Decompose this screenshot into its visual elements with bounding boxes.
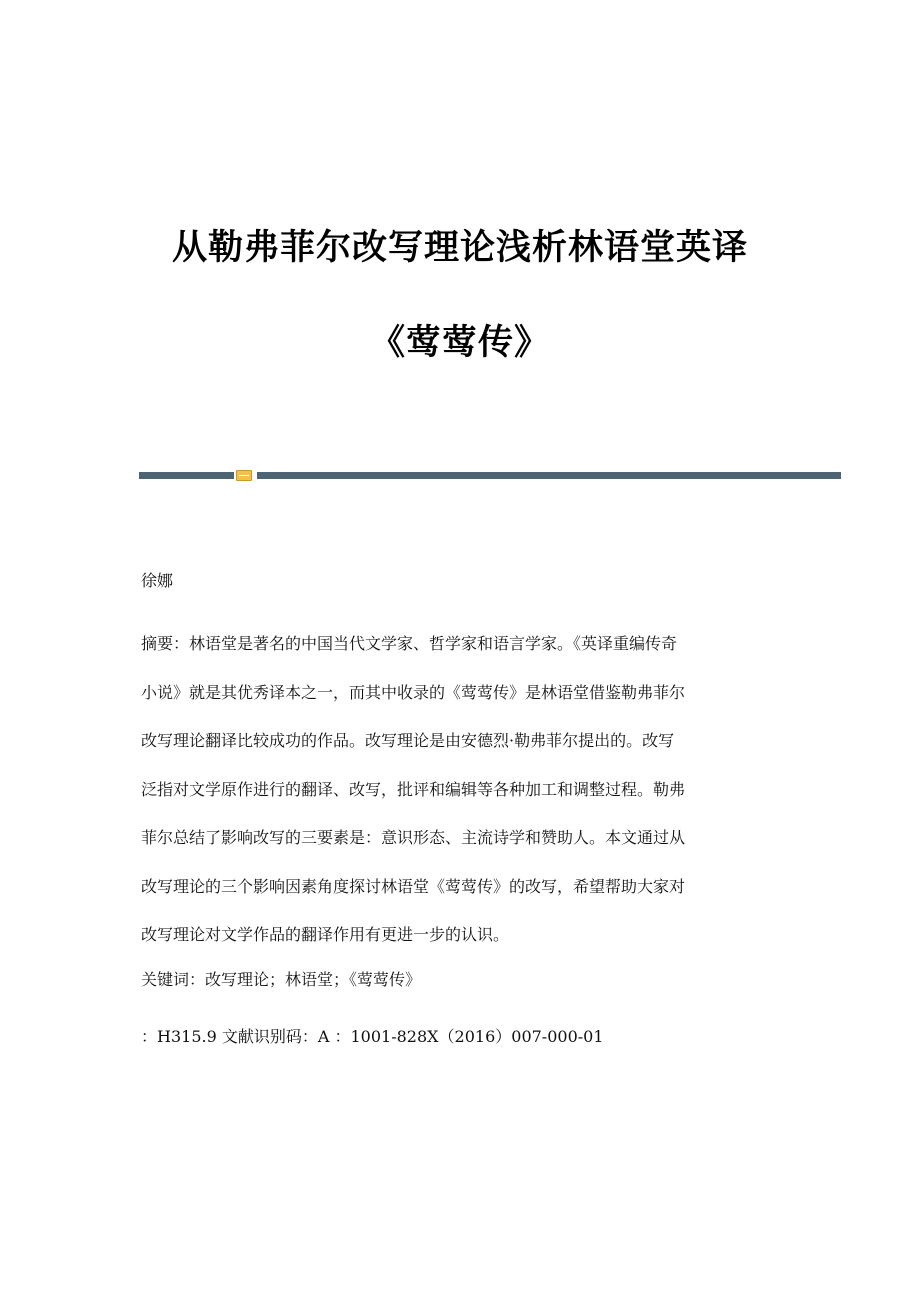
divider-ornament-icon (236, 470, 252, 481)
divider-bar-left (139, 472, 234, 479)
abstract-line: 改写理论对文学作品的翻译作用有更进一步的认识。 (141, 925, 510, 944)
divider-bar-right (257, 472, 841, 479)
title-line-2: 《莺莺传》 (369, 322, 550, 363)
abstract-line: 菲尔总结了影响改写的三要素是：意识形态、主流诗学和赞助人。本文通过从 (141, 828, 686, 847)
title-line-1: 从勒弗菲尔改写理论浅析林语堂英译 (171, 227, 748, 268)
abstract-line: 摘要：林语堂是著名的中国当代文学家、哲学家和语言学家。《英译重编传奇 (141, 634, 678, 653)
abstract-line: 小说》就是其优秀译本之一，而其中收录的《莺莺传》是林语堂借鉴勒弗菲尔 (141, 682, 686, 702)
abstract-line: 改写理论的三个影响因素角度探讨林语堂《莺莺传》的改写，希望帮助大家对 (141, 876, 686, 896)
abstract (141, 620, 781, 960)
abstract-line: 改写理论翻译比较成功的作品。改写理论是由安德烈·勒弗菲尔提出的。改写 (141, 731, 675, 750)
section-divider (139, 470, 841, 480)
abstract-line: 泛指对文学原作进行的翻译、改写，批评和编辑等各种加工和调整过程。勒弗 (141, 779, 686, 799)
author-name: 徐娜 (141, 571, 174, 590)
keywords: 关键词：改写理论；林语堂；《莺莺传》 (141, 970, 422, 989)
classification-code: ：H315.9 文献识别码：A ：1001-828X（2016）007-000-01 (141, 1027, 604, 1046)
